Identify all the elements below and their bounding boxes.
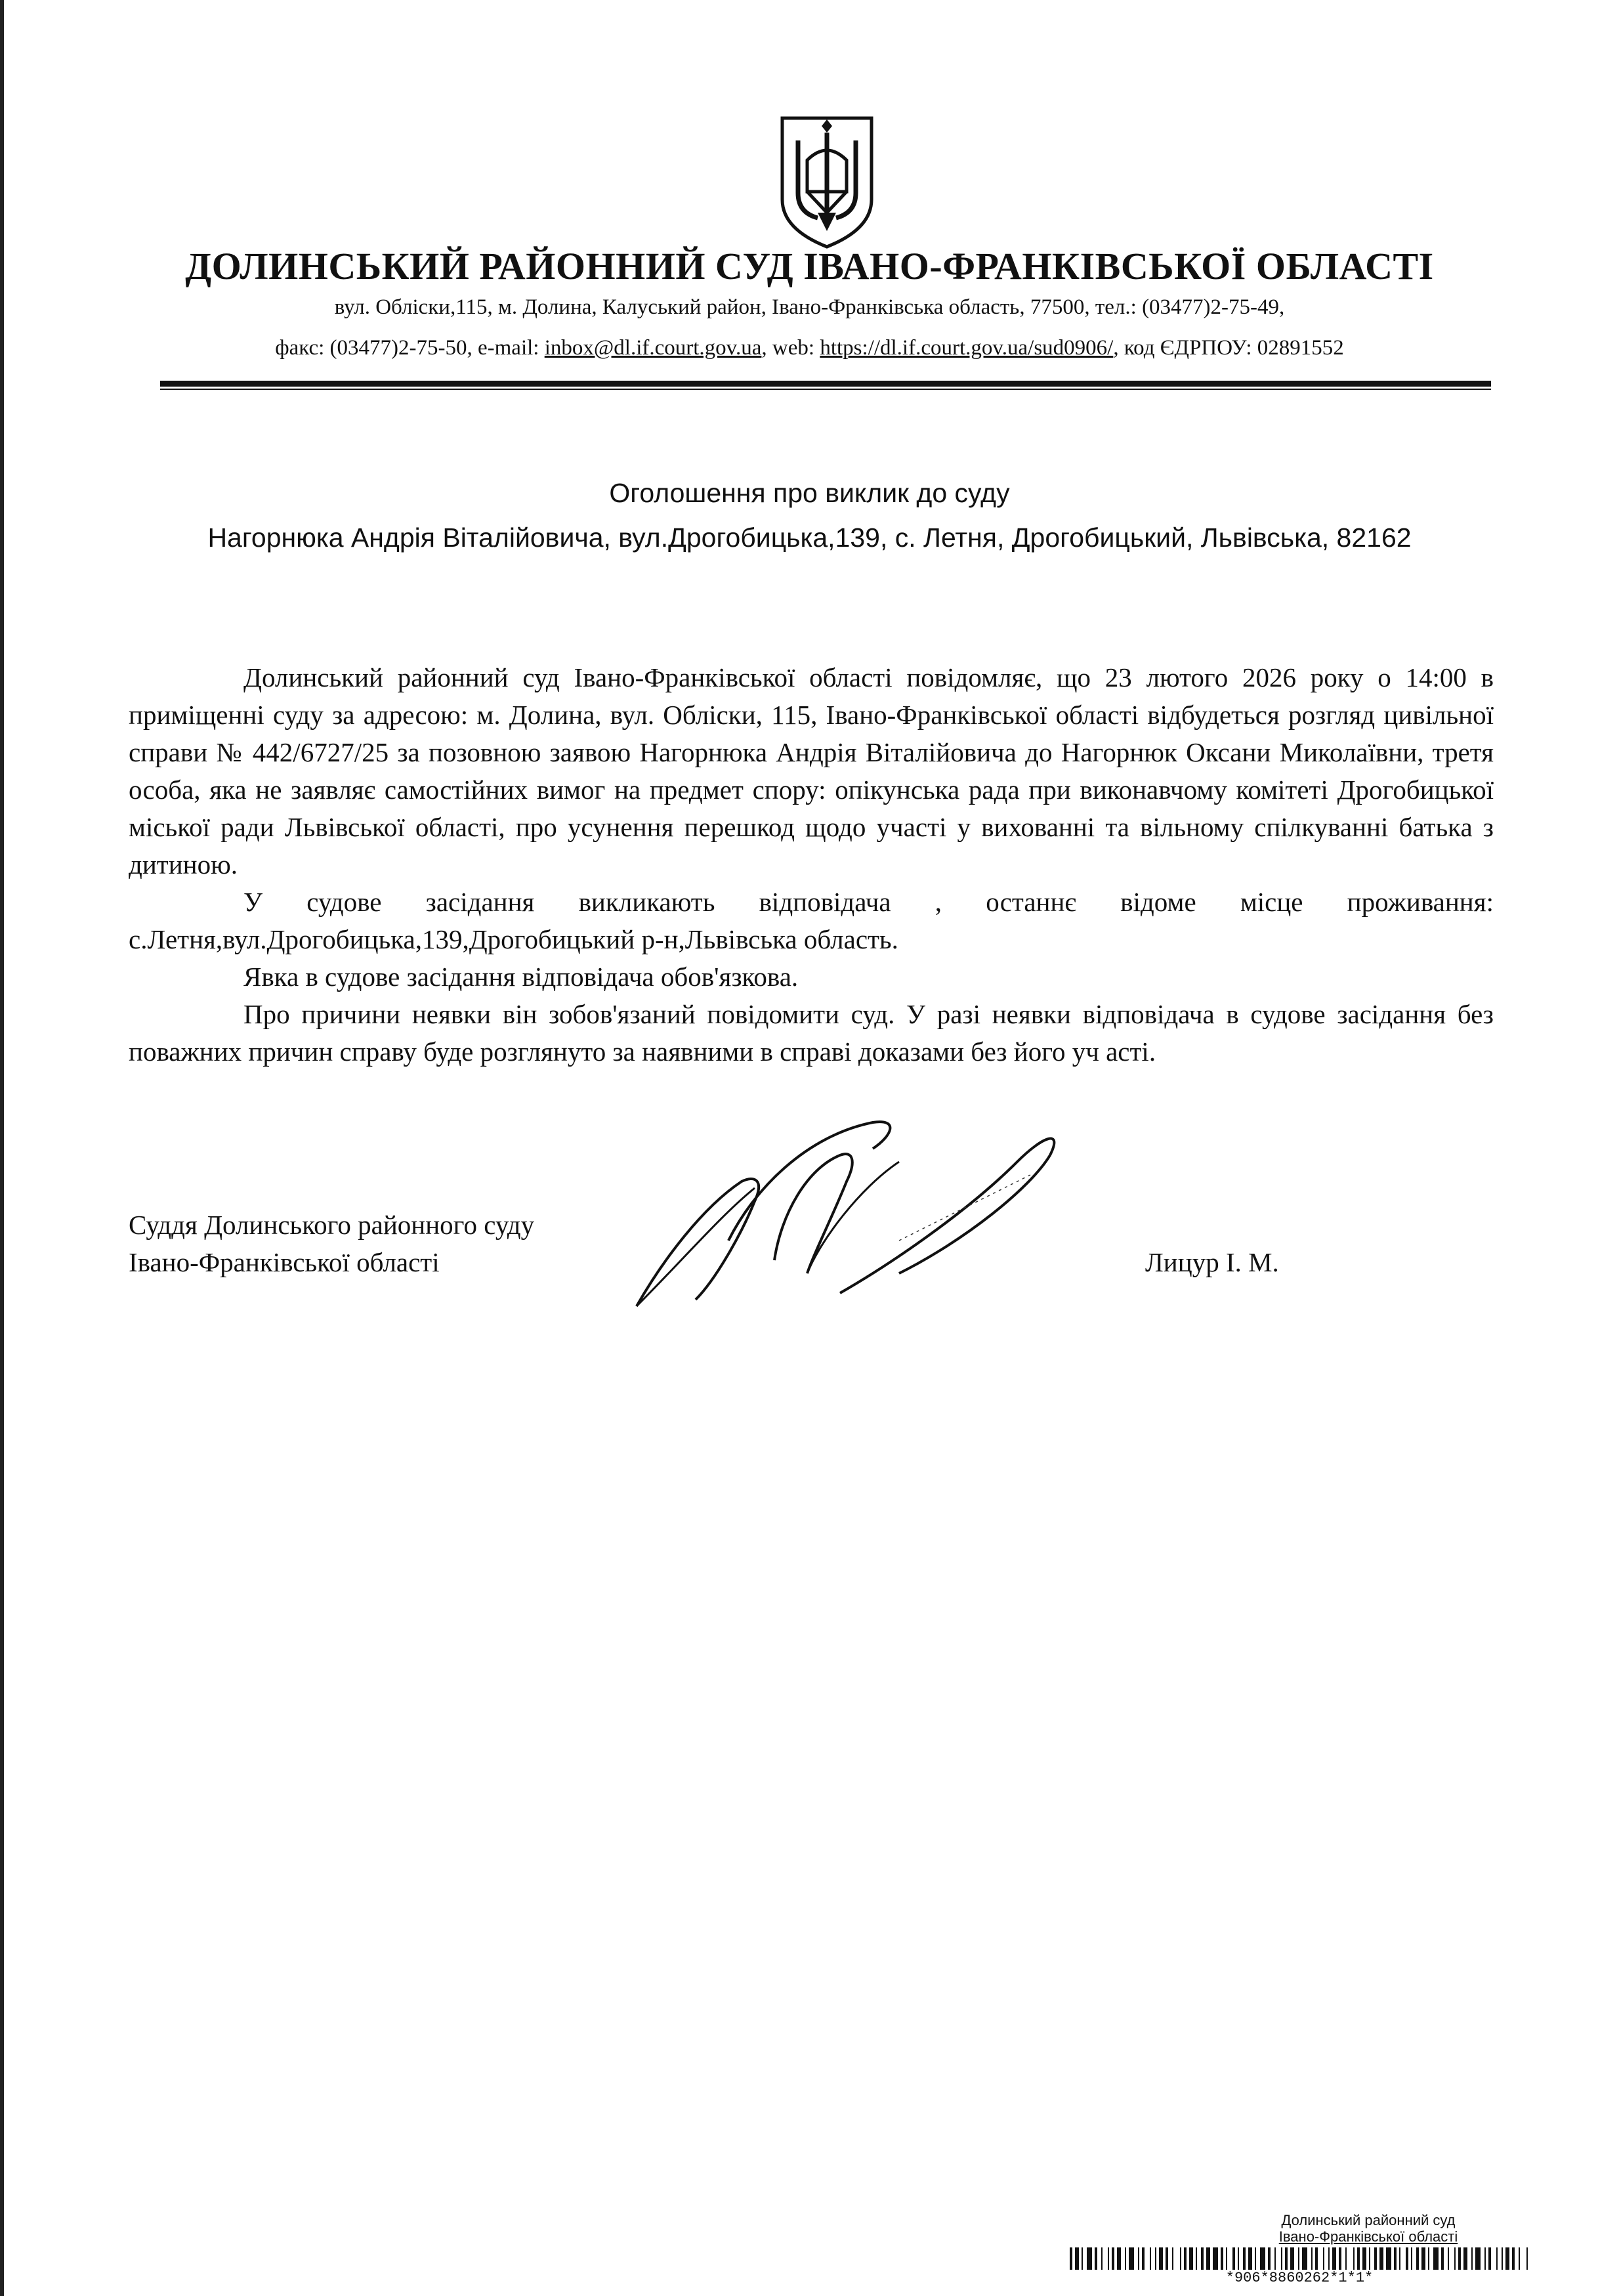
barcode-bar <box>1196 2247 1197 2270</box>
barcode-bar <box>1421 2247 1425 2270</box>
barcode-bar <box>1463 2247 1467 2270</box>
barcode-bar <box>1298 2247 1299 2270</box>
barcode-bar <box>1281 2247 1282 2270</box>
judge-name: Лицур І. М. <box>1145 1247 1279 1277</box>
barcode-bar <box>1184 2247 1187 2270</box>
barcode <box>1070 2247 1529 2270</box>
stamp-line1: Долинський районний суд <box>1281 2212 1456 2228</box>
barcode-bar <box>1172 2247 1173 2270</box>
barcode-bar <box>1232 2247 1235 2270</box>
barcode-bar <box>1362 2247 1366 2270</box>
barcode-bar <box>1150 2247 1151 2270</box>
barcode-bar <box>1315 2247 1318 2270</box>
judge-position-line2: Івано-Франківської області <box>129 1247 440 1277</box>
court-address: вул. Обліски,115, м. Долина, Калуський район, Івано-Франківська область, 77500, тел.: (03477)2-75-49, <box>334 295 1285 319</box>
barcode-bar <box>1496 2247 1498 2270</box>
court-contacts <box>0 336 1619 360</box>
barcode-bar <box>1125 2247 1126 2270</box>
barcode-bar <box>1484 2247 1486 2270</box>
barcode-bar <box>1274 2247 1276 2270</box>
coat-of-arms-icon <box>778 114 875 251</box>
barcode-bar <box>1386 2247 1391 2270</box>
barcode-bar <box>1339 2247 1341 2270</box>
barcode-bar <box>1221 2247 1223 2270</box>
barcode-bar <box>1475 2247 1481 2270</box>
barcode-bar <box>1526 2247 1528 2270</box>
barcode-bar <box>1428 2247 1429 2270</box>
barcode-bar <box>1180 2247 1181 2270</box>
barcode-bar <box>1328 2247 1330 2270</box>
barcode-bar <box>1448 2247 1449 2270</box>
barcode-bar <box>1345 2247 1347 2270</box>
barcode-bar <box>1454 2247 1456 2270</box>
paragraph-attendance: Явка в судове засідання відповідача обов'язкова. <box>243 962 799 992</box>
barcode-bar <box>1095 2247 1097 2270</box>
handwritten-signature <box>623 1109 1096 1326</box>
barcode-bar <box>1213 2247 1218 2270</box>
barcode-bar <box>1458 2247 1461 2270</box>
barcode-bar <box>1159 2247 1163 2270</box>
barcode-bar <box>1268 2247 1271 2270</box>
barcode-bar <box>1471 2247 1473 2270</box>
barcode-bar <box>1189 2247 1193 2270</box>
barcode-bar <box>1357 2247 1360 2270</box>
barcode-bar <box>1238 2247 1239 2270</box>
website-link[interactable]: https://dl.if.court.gov.ua/sud0906/ <box>820 336 1114 360</box>
barcode-bar <box>1155 2247 1156 2270</box>
barcode-bar <box>1082 2247 1083 2270</box>
court-name: ДОЛИНСЬКИЙ РАЙОННИЙ СУД ІВАНО-ФРАНКІВСЬКОЇ ОБЛАСТІ <box>185 245 1434 287</box>
barcode-bar <box>1332 2247 1336 2270</box>
barcode-bar <box>1374 2247 1377 2270</box>
barcode-bar <box>1302 2247 1307 2270</box>
header-divider <box>160 381 1491 387</box>
barcode-bar <box>1243 2247 1246 2270</box>
barcode-bar <box>1406 2247 1408 2270</box>
barcode-bar <box>1285 2247 1288 2270</box>
barcode-bar <box>1433 2247 1439 2270</box>
judge-position <box>129 1206 534 1281</box>
judge-position-line1: Суддя Долинського районного суду <box>129 1210 535 1240</box>
barcode-bar <box>1255 2247 1256 2270</box>
barcode-bar <box>1441 2247 1444 2270</box>
barcode-bar <box>1353 2247 1355 2270</box>
barcode-bar <box>1075 2247 1079 2270</box>
barcode-bar <box>1201 2247 1204 2270</box>
barcode-bar <box>1311 2247 1313 2270</box>
barcode-bar <box>1369 2247 1370 2270</box>
barcode-bar <box>1323 2247 1324 2270</box>
header-divider-thin <box>160 389 1491 390</box>
barcode-bar <box>1117 2247 1121 2270</box>
barcode-bar <box>1112 2247 1114 2270</box>
barcode-bar <box>1108 2247 1109 2270</box>
barcode-bar <box>1142 2247 1145 2270</box>
barcode-bar <box>1070 2247 1072 2270</box>
barcode-bar <box>1101 2247 1103 2270</box>
notice-title: Оголошення про виклик до суду <box>609 478 1010 508</box>
edrpou-code: , код ЄДРПОУ: 02891552 <box>1113 336 1344 360</box>
paragraph-summons: У судове засідання викликають відповідача , останнє відоме місце проживання: с.Летня,вул.Дрогобицька,139,Дрогобицький р-н,Львівська область. <box>129 887 1494 954</box>
barcode-bar <box>1394 2247 1397 2270</box>
barcode-bar <box>1379 2247 1383 2270</box>
fax-text: факс: (03477)2-75-50, e-mail: <box>275 336 545 360</box>
barcode-bar <box>1411 2247 1412 2270</box>
web-label: , web: <box>761 336 820 360</box>
barcode-bar <box>1087 2247 1092 2270</box>
barcode-bar <box>1248 2247 1252 2270</box>
notice-body <box>129 659 1494 1071</box>
barcode-bar <box>1512 2247 1515 2270</box>
barcode-bar <box>1226 2247 1227 2270</box>
barcode-bar <box>1206 2247 1210 2270</box>
barcode-bar <box>1260 2247 1265 2270</box>
barcode-bar <box>1138 2247 1139 2270</box>
barcode-bar <box>1505 2247 1509 2270</box>
email-link[interactable]: inbox@dl.if.court.gov.ua <box>544 336 762 360</box>
paragraph-hearing: Долинський районний суд Івано-Франківської області повідомляє, що 23 лютого 2026 року о 14:00 в приміщенні суду за адресою: м. Долина, вул. Обліски, 115, Івано-Франківської області відбудеться розгляд цивільної справи № 442/6727/25 за позовною заявою Нагорнюка Андрія Віталійовича до Нагорнюк Оксани Миколаївни, третя особа, яка не заявляє самостійних вимог на предмет спору: опікунська рада при виконавчому комітеті Дрогобицької міської ради Львівської області, про усунення перешкод щодо участі у вихованні та вільному спілкуванні батька з дитиною. <box>129 662 1494 880</box>
barcode-bar <box>1519 2247 1520 2270</box>
barcode-bar <box>1488 2247 1491 2270</box>
stamp-line2: Івано-Франківської області <box>1278 2228 1458 2245</box>
barcode-text: *906*8860262*1*1* <box>1225 2270 1374 2286</box>
barcode-bar <box>1129 2247 1134 2270</box>
registration-stamp <box>1201 2212 1536 2245</box>
barcode-bar <box>1502 2247 1503 2270</box>
paragraph-absence: Про причини неявки він зобов'язаний повідомити суд. У разі неявки відповідача в судове засідання без поважних причин справу буде розглянуто за наявними в справі доказами без його уч асті. <box>129 999 1494 1067</box>
barcode-bar <box>1399 2247 1400 2270</box>
barcode-bar <box>1416 2247 1419 2270</box>
notice-subject: Нагорнюка Андрія Віталійовича, вул.Дрогобицька,139, с. Летня, Дрогобицький, Львівська, 82162 <box>207 522 1412 553</box>
barcode-bar <box>1290 2247 1294 2270</box>
barcode-bar <box>1166 2247 1168 2270</box>
